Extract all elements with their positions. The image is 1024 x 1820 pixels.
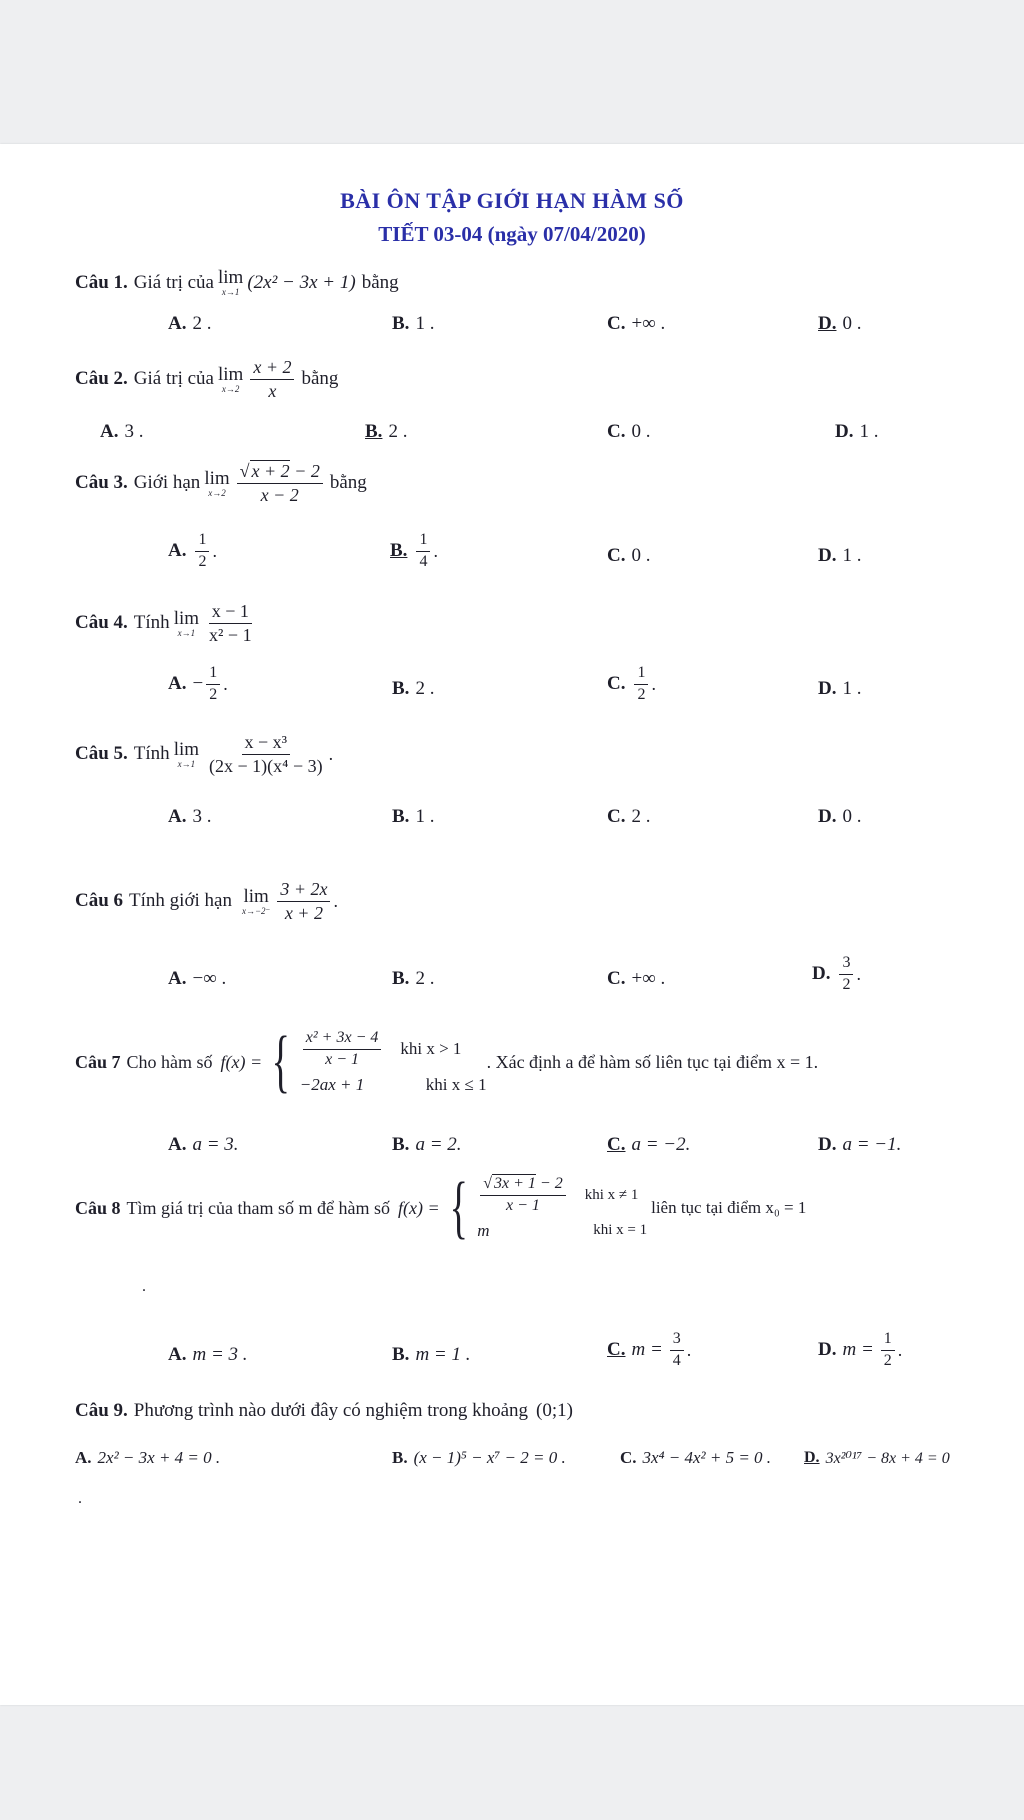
question-label: Câu 2.	[75, 368, 128, 390]
question-5: Câu 5. Tính lim x→1 $\frac{\text{x − x³}}{\text{(2x − 1)(x⁴ − 3)}}$ .	[75, 732, 334, 776]
limit-operator: lim x→1	[173, 738, 200, 769]
brace-icon: {	[449, 1169, 468, 1247]
option-a: A. a = 3.	[168, 1134, 239, 1155]
stray-mark: .	[78, 1490, 82, 1507]
question-2	[75, 358, 338, 401]
option-c: C. a = −2.	[607, 1134, 691, 1155]
option-c: C. +∞ .	[607, 968, 666, 989]
option-c: C. 2 .	[607, 806, 651, 827]
option-b: B. $\frac{1}{4}$ .	[390, 531, 438, 570]
question-text: Tìm giá trị của tham số m để hàm số	[126, 1197, 390, 1218]
document-subtitle: TIẾT 03-04 (ngày 07/04/2020)	[378, 222, 646, 246]
option-b: B. 1 .	[392, 313, 435, 334]
question-text-after: . Xác định a để hàm số liên tục tại điểm x = 1.	[486, 1051, 819, 1072]
fraction: $\frac{x - 1}{\text{x² − 1}}$	[209, 601, 252, 645]
question-3	[75, 462, 367, 505]
brace-icon: {	[271, 1023, 291, 1101]
question-9	[75, 1400, 573, 1422]
option-d: D. $\frac{3}{2}$ .	[812, 954, 861, 993]
option-d: D. 3x²⁰¹⁷ − 8x + 4 = 0	[804, 1449, 950, 1467]
option-b: B. 1 .	[392, 806, 435, 827]
option-d: D. 0 .	[818, 806, 862, 827]
option-a: A. 3 .	[168, 806, 212, 827]
question-1	[75, 268, 399, 297]
option-a: A. 3 .	[100, 421, 144, 442]
question-8	[75, 1169, 807, 1247]
question-text: Cho hàm số	[126, 1051, 213, 1072]
limit-operator: lim x→−2⁻	[241, 885, 271, 916]
question-expression: (2x² − 3x + 1)	[247, 271, 356, 293]
option-d: D. m = $\frac{1}{2}$ .	[818, 1330, 903, 1369]
function-name: f(x) =	[397, 1197, 440, 1218]
option-d: D. 0 .	[818, 313, 862, 334]
piecewise-cases: $\frac{√ 3x + 1 - 2}{x - 1}$ khi x ≠ 1 m khi x = 1	[477, 1175, 648, 1240]
option-b: B. m = 1 .	[392, 1344, 471, 1365]
interval: (0;1)	[536, 1400, 573, 1421]
fraction: $\frac{\text{x − x³}}{\text{(2x − 1)(x⁴ − 3)}}$	[209, 732, 323, 776]
option-a: A. 2 .	[168, 313, 212, 334]
question-text: Tính	[133, 612, 170, 634]
question-text-after: bằng	[361, 271, 399, 293]
option-c: C. $\frac{1}{2}$ .	[607, 664, 656, 703]
option-c: C. 0 .	[607, 421, 651, 442]
option-a: A. m = 3 .	[168, 1344, 248, 1365]
option-d: D. 1 .	[835, 421, 879, 442]
question-label: Câu 7	[75, 1051, 121, 1072]
fraction: $\frac{√ x + 2 - 2}{x - 2}$	[237, 462, 323, 505]
option-c: C. +∞ .	[607, 313, 666, 334]
option-b: B. a = 2.	[392, 1134, 462, 1155]
option-d: D. 1 .	[818, 678, 862, 699]
question-text: Giá trị của	[133, 271, 214, 293]
question-label: Câu 8	[75, 1197, 121, 1218]
question-text-after: liên tục tại điểm x₀ = 1	[651, 1198, 807, 1218]
option-c: C. m = $\frac{3}{4}$ .	[607, 1330, 692, 1369]
question-text: Giới hạn	[133, 472, 201, 494]
question-text: Tính giới hạn	[129, 890, 232, 912]
option-a: A. −∞ .	[168, 968, 227, 989]
stray-mark: .	[142, 1278, 146, 1295]
document-title: BÀI ÔN TẬP GIỚI HẠN HÀM SỐ	[340, 188, 684, 213]
question-7	[75, 1023, 819, 1101]
question-text: Giá trị của	[133, 368, 214, 390]
option-c: C. 0 .	[607, 545, 651, 566]
option-a: A. 2x² − 3x + 4 = 0 .	[75, 1448, 221, 1467]
option-a: A. $\frac{1}{2}$ .	[168, 531, 217, 570]
option-b: B. 2 .	[392, 968, 435, 989]
question-text-after: bằng	[301, 368, 339, 390]
question-label: Câu 5.	[75, 743, 128, 765]
question-label: Câu 9.	[75, 1400, 128, 1421]
question-text-after: bằng	[329, 472, 367, 494]
limit-operator: lim x→1	[173, 607, 200, 638]
question-text: Phương trình nào dưới đây có nghiệm trong khoảng	[133, 1400, 529, 1421]
option-d: D. a = −1.	[818, 1134, 902, 1155]
limit-operator: lim x→2	[217, 363, 244, 394]
limit-operator: lim x→2	[204, 467, 230, 498]
piecewise-cases: $\frac{\text{x² + 3x − 4}}{x - 1}$ khi x > 1 −2ax + 1 khi x ≤ 1	[299, 1029, 487, 1094]
option-d: D. 1 .	[818, 545, 862, 566]
option-b: B. 2 .	[392, 678, 435, 699]
question-4	[75, 602, 258, 645]
question-label: Câu 1.	[75, 271, 128, 293]
question-label: Câu 6	[75, 890, 124, 912]
option-b: B. 2 .	[365, 421, 408, 442]
question-label: Câu 4.	[75, 612, 128, 634]
option-c: C. 3x⁴ − 4x² + 5 = 0 .	[620, 1448, 772, 1467]
option-a: A. − $\frac{1}{2}$ .	[168, 664, 228, 703]
question-label: Câu 3.	[75, 472, 128, 494]
function-name: f(x) =	[220, 1051, 263, 1072]
question-6: Câu 6 Tính giới hạn lim x→−2⁻ $\frac{3 + 2x}{x + 2}$ .	[75, 879, 338, 923]
option-b: B. (x − 1)⁵ − x⁷ − 2 = 0 .	[392, 1448, 566, 1467]
fraction: $\frac{3 + 2x}{x + 2}$	[277, 880, 330, 923]
fraction: $\frac{x + 2}{x}$	[250, 358, 294, 401]
question-text: Tính	[133, 743, 170, 765]
limit-operator: lim x→1	[217, 267, 244, 297]
